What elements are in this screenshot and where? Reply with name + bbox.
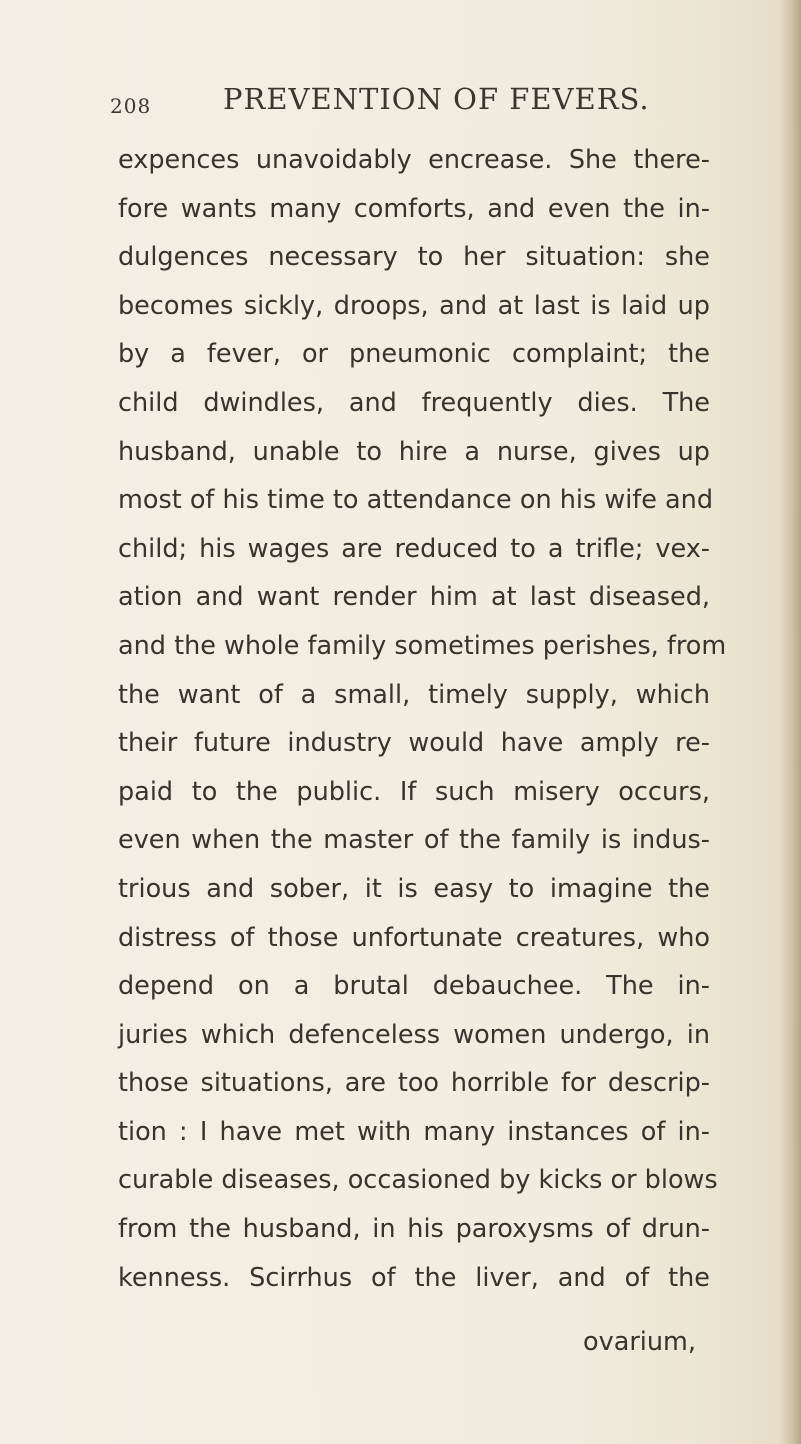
text-line: kenness. Scirrhus of the liver, and of the xyxy=(118,1262,710,1293)
text-line: paid to the public. If such misery occurs, xyxy=(118,776,710,807)
text-line: trious and sober, it is easy to imagine the xyxy=(118,873,710,904)
text-line: those situations, are too horrible for descrip- xyxy=(118,1068,710,1099)
text-line: and the whole family sometimes perishes, from xyxy=(118,630,727,661)
catchword: ovarium, xyxy=(583,1327,696,1357)
page-header xyxy=(110,82,710,122)
page-number: 208 xyxy=(110,94,152,118)
text-line: from the husband, in his paroxysms of drun- xyxy=(118,1214,710,1245)
text-line: tion : I have met with many instances of in- xyxy=(118,1116,710,1147)
text-line: by a fever, or pneumonic complaint; the xyxy=(118,339,710,370)
text-line: even when the master of the family is indus- xyxy=(118,825,710,856)
text-line: depend on a brutal debauchee. The in- xyxy=(118,971,710,1002)
text-line: distress of those unfortunate creatures, who xyxy=(118,922,710,953)
text-line: fore wants many comforts, and even the in- xyxy=(118,193,710,224)
text-line: expences unavoidably encrease. She there- xyxy=(118,145,710,175)
text-line: becomes sickly, droops, and at last is laid up xyxy=(118,290,710,321)
text-line: the want of a small, timely supply, which xyxy=(118,679,710,710)
text-line: curable diseases, occasioned by kicks or blows xyxy=(118,1165,718,1196)
text-line: dulgences necessary to her situation: she xyxy=(118,242,710,273)
text-line: their future industry would have amply re- xyxy=(118,728,710,759)
text-line: child; his wages are reduced to a trifle; vex- xyxy=(118,533,710,564)
text-line: most of his time to attendance on his wife and xyxy=(118,485,714,516)
running-head: PREVENTION OF FEVERS. xyxy=(223,82,650,116)
text-line: juries which defenceless women undergo, in xyxy=(118,1019,710,1050)
page-edge-shadow xyxy=(779,0,801,1444)
text-line: child dwindles, and frequently dies. The xyxy=(118,387,710,418)
text-line: husband, unable to hire a nurse, gives up xyxy=(118,436,710,467)
text-line: ation and want render him at last diseased, xyxy=(118,582,710,613)
body-text xyxy=(118,136,727,1302)
